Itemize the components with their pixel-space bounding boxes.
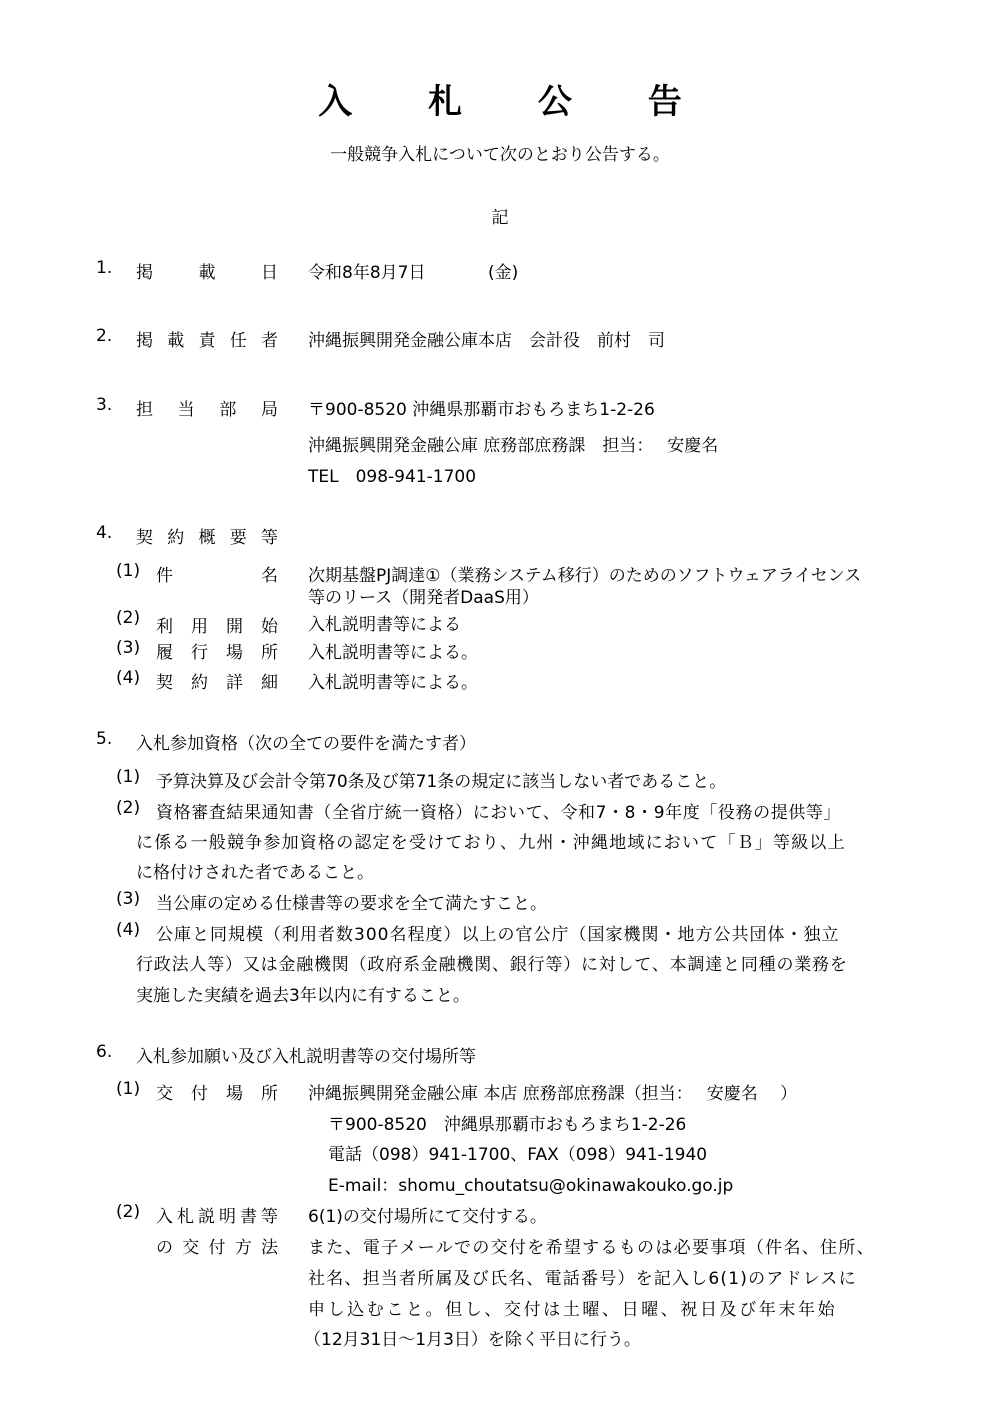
section-3-number: 3. (96, 395, 113, 415)
label-char: 場 (226, 1084, 243, 1104)
label-char: 書 (240, 1207, 257, 1227)
item-6-1-address: 〒900-8520 沖縄県那覇市おもろまち1-2-26 (328, 1115, 687, 1135)
item-4-4-value: 入札説明書等による。 (308, 673, 478, 693)
ki-marker: 記 (491, 208, 509, 228)
label-char: 付 (208, 1238, 226, 1258)
section-1-day: (金) (488, 263, 519, 283)
label-char: 当 (177, 400, 195, 420)
item-5-4-text-cont2: 実施した実績を過去3年以内に有すること。 (136, 986, 470, 1006)
item-4-3-number: (3) (116, 638, 141, 658)
item-6-2-number: (2) (116, 1202, 141, 1222)
label-char: 契 (156, 673, 173, 693)
section-4-label (136, 523, 278, 548)
label-char: 履 (156, 643, 173, 663)
label-char: 利 (156, 617, 173, 637)
item-4-1-value: 次期基盤PJ調達①（業務システム移行）のためのソフトウェアライセンス (308, 566, 862, 586)
label-char: 説 (198, 1207, 215, 1227)
section-5-heading: 入札参加資格（次の全ての要件を満たす者） (136, 734, 476, 754)
label-char: 日 (261, 263, 278, 283)
label-char: 件 (156, 566, 173, 586)
label-char: 名 (261, 566, 278, 586)
item-6-1-number: (1) (116, 1079, 141, 1099)
label-char: 入 (156, 1207, 173, 1227)
intro-text: 一般競争入札について次のとおり公告する。 (330, 145, 670, 165)
item-4-4-label (156, 668, 278, 693)
label-char: 部 (219, 400, 237, 420)
label-char: 約 (167, 528, 185, 548)
section-6-number: 6. (96, 1042, 113, 1062)
item-4-3-label (156, 638, 278, 663)
label-char: 行 (191, 643, 208, 663)
label-char: の (156, 1238, 173, 1258)
item-5-1-number: (1) (116, 767, 141, 787)
item-4-2-value: 入札説明書等による (308, 615, 461, 635)
section-1-number: 1. (96, 258, 113, 278)
item-5-3-number: (3) (116, 889, 141, 909)
item-4-2-label (156, 612, 278, 637)
item-6-2-text-cont1: また、電子メールでの交付を希望するものは必要事項（件名、住所、 (308, 1238, 875, 1258)
item-5-2-number: (2) (116, 798, 141, 818)
label-char: 等 (261, 528, 278, 548)
item-5-2-text-cont: に係る一般競争参加資格の認定を受けており、九州・沖縄地域において「Ｂ」等級以上 (136, 833, 846, 853)
label-char: 明 (219, 1207, 236, 1227)
label-char: 契 (136, 528, 153, 548)
item-5-4-text: 公庫と同規模（利用者数300名程度）以上の官公庁（国家機関・地方公共団体・独立 (156, 925, 840, 945)
label-char: 交 (156, 1084, 173, 1104)
label-char: 細 (261, 673, 278, 693)
item-6-1-phone-fax: 電話（098）941-1700、FAX（098）941-1940 (328, 1145, 708, 1165)
item-4-1-number: (1) (116, 561, 141, 581)
label-char: 載 (167, 331, 185, 351)
item-5-4-text-cont: 行政法人等）又は金融機関（政府系金融機関、銀行等）に対して、本調達と同種の業務を (136, 955, 848, 975)
label-char: 載 (198, 263, 216, 283)
section-2-number: 2. (96, 326, 113, 346)
label-char: 約 (191, 673, 208, 693)
item-6-2-text: 6(1)の交付場所にて交付する。 (308, 1207, 547, 1227)
label-char: 開 (226, 617, 243, 637)
item-5-2-text-cont2: に格付けされた者であること。 (136, 863, 374, 883)
section-5-number: 5. (96, 729, 113, 749)
label-char: 担 (136, 400, 153, 420)
label-char: 用 (191, 617, 208, 637)
item-5-4-number: (4) (116, 920, 141, 940)
section-4-number: 4. (96, 523, 113, 543)
label-char: 任 (229, 331, 247, 351)
section-3-department: 沖縄振興開発金融公庫 庶務部庶務課 担当： 安慶名 (308, 436, 719, 456)
label-char: 場 (226, 643, 243, 663)
item-5-1-text: 予算決算及び会計令第70条及び第71条の規定に該当しない者であること。 (156, 772, 727, 792)
section-2-value: 沖縄振興開発金融公庫本店 会計役 前村 司 (308, 331, 665, 351)
item-4-3-value: 入札説明書等による。 (308, 643, 478, 663)
label-char: 掲 (136, 263, 153, 283)
item-6-1-office: 沖縄振興開発金融公庫 本店 庶務部庶務課（担当： 安慶名 ） (308, 1084, 798, 1104)
item-6-1-email[interactable]: E-mail：shomu_choutatsu@okinawakouko.go.jp (328, 1176, 734, 1196)
item-4-4-number: (4) (116, 668, 141, 688)
label-char: 要 (229, 528, 247, 548)
section-1-value: 令和8年8月7日 (308, 263, 426, 283)
label-char: 概 (198, 528, 216, 548)
item-5-2-text: 資格審査結果通知書（全省庁統一資格）において、令和7・8・9年度「役務の提供等」 (156, 803, 842, 823)
label-char: 責 (198, 331, 216, 351)
label-char: 始 (261, 617, 278, 637)
label-char: 掲 (136, 331, 153, 351)
section-6-heading: 入札参加願い及び入札説明書等の交付場所等 (136, 1047, 476, 1067)
label-char: 札 (177, 1207, 194, 1227)
label-char: 付 (191, 1084, 208, 1104)
item-6-2-label-line1 (156, 1202, 278, 1227)
label-char: 局 (260, 400, 278, 420)
label-char: 等 (261, 1207, 278, 1227)
page-title: 入 札 公 告 (318, 82, 714, 122)
label-char: 方 (234, 1238, 252, 1258)
item-5-3-text: 当公庫の定める仕様書等の要求を全て満たすこと。 (156, 894, 547, 914)
label-char: 所 (261, 643, 278, 663)
item-6-2-text-cont4: （12月31日～1月3日）を除く平日に行う。 (304, 1330, 641, 1350)
section-2-label (136, 326, 278, 351)
label-char: 詳 (226, 673, 243, 693)
item-6-1-label (156, 1079, 278, 1104)
section-3-label (136, 395, 278, 420)
item-6-2-label-line2 (156, 1233, 278, 1258)
label-char: 者 (261, 331, 278, 351)
section-3-address: 〒900-8520 沖縄県那覇市おもろまち1-2-26 (308, 400, 655, 420)
item-4-1-label (156, 561, 278, 586)
label-char: 交 (182, 1238, 200, 1258)
item-6-2-text-cont3: 申し込むこと。但し、交付は土曜、日曜、祝日及び年末年始 (308, 1300, 838, 1320)
item-6-2-text-cont2: 社名、担当者所属及び氏名、電話番号）を記入し6(1)のアドレスに (308, 1269, 857, 1289)
item-4-1-value-cont: 等のリース（開発者DaaS用） (308, 588, 539, 608)
section-3-phone: TEL 098-941-1700 (308, 467, 477, 487)
label-char: 法 (261, 1238, 278, 1258)
item-4-2-number: (2) (116, 608, 141, 628)
section-1-label (136, 258, 278, 283)
label-char: 所 (261, 1084, 278, 1104)
